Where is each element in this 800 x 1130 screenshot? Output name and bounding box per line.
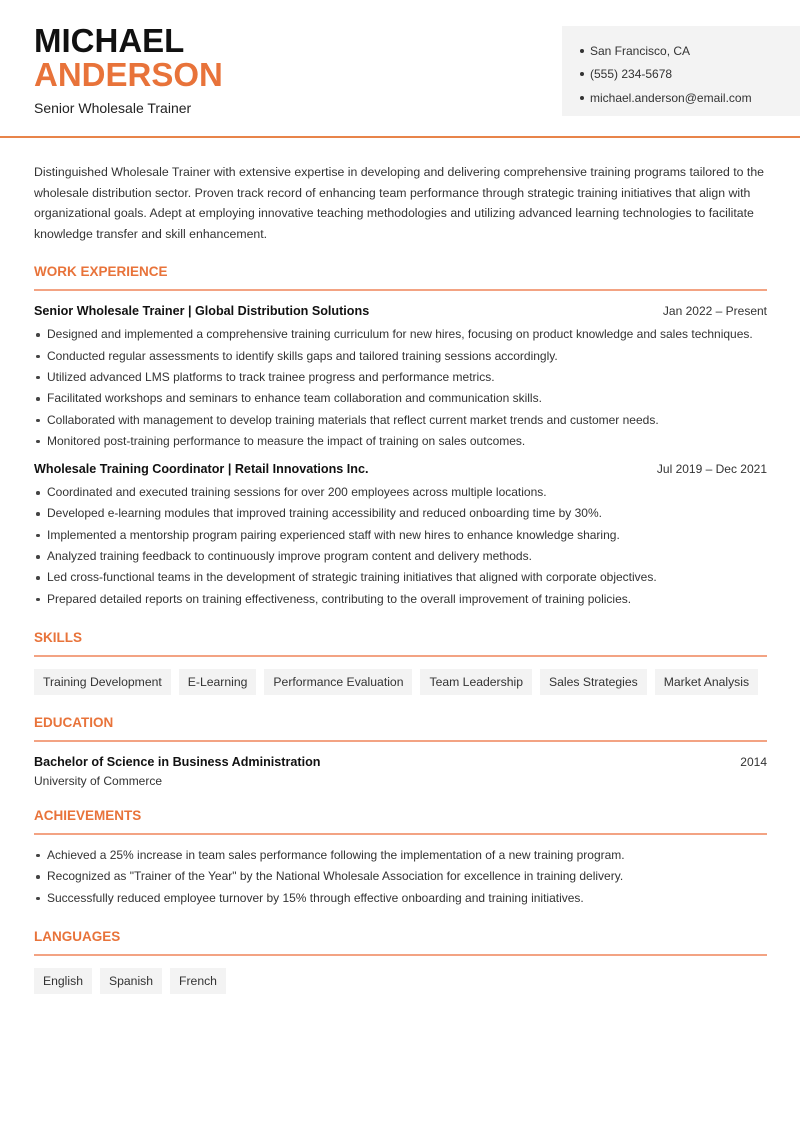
job-date: Jul 2019 – Dec 2021 [656,462,767,477]
achievement-item: Achieved a 25% increase in team sales performance following the implementation of a new training program. [34,845,767,866]
section-title-skills: SKILLS [34,630,767,657]
education-entry [34,755,767,788]
summary: Distinguished Wholesale Trainer with extensive expertise in developing and delivering comprehensive training programs tailored to the wholesale distribution sector. Proven track record of enhancing team performance through strategic training initiatives that align with organizational goals. Adept at employing innovative teaching methodologies and utilizing advanced learning technologies to facilitate knowledge transfer and skill enhancement. [34,165,765,241]
contact-email [580,86,800,110]
languages-list [34,968,767,994]
achievement-item: Recognized as "Trainer of the Year" by the National Wholesale Association for excellence in training delivery. [34,866,767,887]
language-tag: French [170,968,226,994]
skills-list [34,669,767,695]
skill-tag: Performance Evaluation [264,669,412,695]
job-bullets [34,482,767,610]
bullet-item: Facilitated workshops and seminars to enhance team collaboration and communication skills. [34,388,767,409]
first-name: MICHAEL [34,22,185,59]
graduation-year: 2014 [740,754,767,769]
achievement-item: Successfully reduced employee turnover by 15% through effective onboarding and training initiatives. [34,888,767,909]
section-title-work-experience: WORK EXPERIENCE [34,264,767,291]
bullet-item: Conducted regular assessments to identify skills gaps and tailored training sessions accordingly. [34,346,767,367]
contact-location [580,39,800,63]
skill-tag: E-Learning [179,669,257,695]
bullet-item: Coordinated and executed training sessions for over 200 employees across multiple locations. [34,482,767,503]
job-title: Senior Wholesale Trainer [34,100,192,116]
job-role: Senior Wholesale Trainer | Global Distribution Solutions [34,304,370,319]
bullet-item: Monitored post-training performance to measure the impact of training on sales outcomes. [34,431,767,452]
language-tag: English [34,968,92,994]
bullet-item: Developed e-learning modules that improved training accessibility and reduced onboarding time by 30%. [34,503,767,524]
location-text: San Francisco, CA [590,43,691,58]
job-role: Wholesale Training Coordinator | Retail Innovations Inc. [34,462,369,477]
job-entry [34,304,767,452]
bullet-item: Collaborated with management to develop training materials that reflect current market trends and customer needs. [34,410,767,431]
skill-tag: Team Leadership [420,669,532,695]
bullet-item: Analyzed training feedback to continuously improve program content and delivery methods. [34,546,767,567]
job-bullets [34,324,767,452]
skill-tag: Market Analysis [655,669,758,695]
contact-phone [580,63,800,87]
resume-content [34,162,767,994]
email-text: michael.anderson@email.com [590,90,752,105]
section-title-education: EDUCATION [34,715,767,742]
section-title-languages: LANGUAGES [34,929,767,956]
bullet-item: Prepared detailed reports on training effectiveness, contributing to the overall improvement of training policies. [34,589,767,610]
last-name: ANDERSON [34,56,223,93]
bullet-item: Led cross-functional teams in the development of strategic training initiatives that aligned with corporate objectives. [34,567,767,588]
bullet-item: Utilized advanced LMS platforms to track trainee progress and performance metrics. [34,367,767,388]
job-entry [34,462,767,610]
achievements-list [34,845,767,909]
bullet-item: Designed and implemented a comprehensive training curriculum for new hires, focusing on product knowledge and sales techniques. [34,324,767,345]
bullet-icon [580,72,584,76]
bullet-item: Implemented a mentorship program pairing experienced staff with new hires to enhance knowledge sharing. [34,525,767,546]
skill-tag: Training Development [34,669,171,695]
phone-text: (555) 234-5678 [590,67,673,82]
bullet-icon [580,96,584,100]
degree: Bachelor of Science in Business Administration [34,754,321,769]
school: University of Commerce [34,773,163,788]
bullet-icon [580,49,584,53]
contact-box [562,26,800,116]
skill-tag: Sales Strategies [540,669,647,695]
resume-header [0,0,800,138]
section-title-achievements: ACHIEVEMENTS [34,808,767,835]
language-tag: Spanish [100,968,162,994]
job-date: Jan 2022 – Present [662,304,767,319]
